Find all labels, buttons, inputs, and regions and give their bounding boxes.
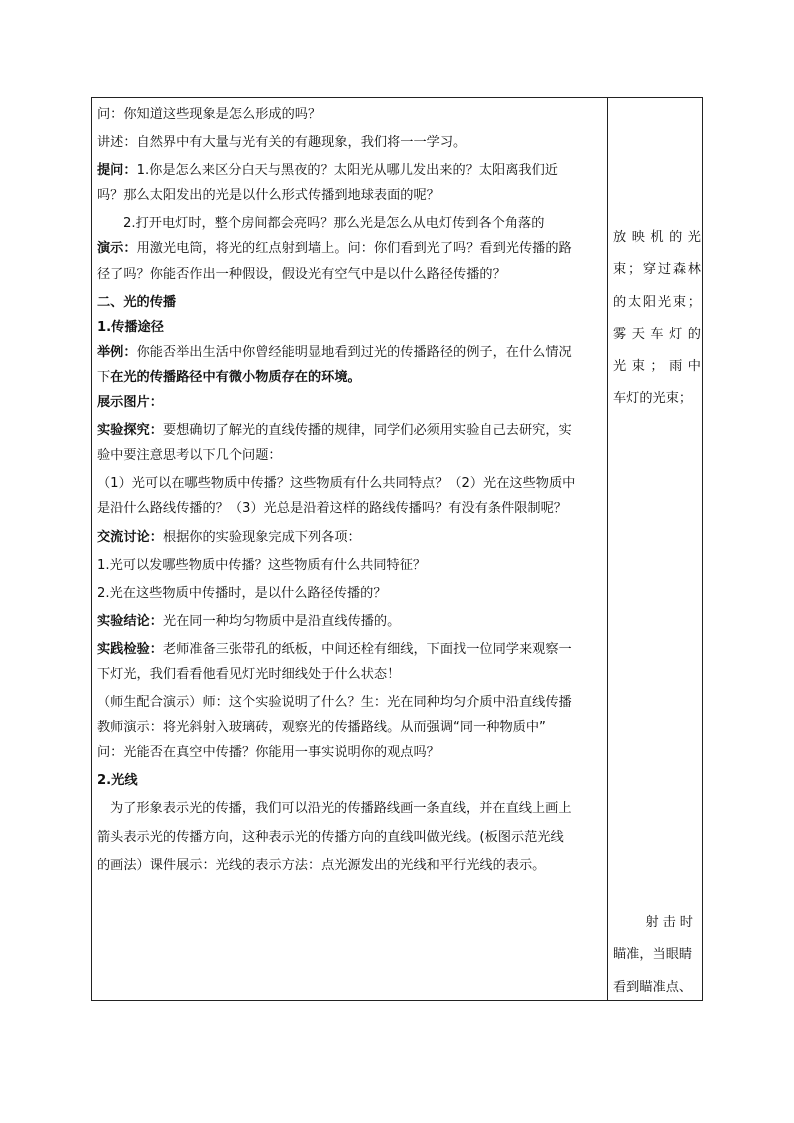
side-line: 的太阳光束； [613,294,701,310]
subsection-heading: 2.光线 [97,773,138,789]
text-line: 箭头表示光的传播方向，这种表示光的传播方向的直线叫做光线。(板图示范光线 [97,829,564,845]
main-content [97,102,605,878]
side-line: 束；穿过森林 [613,262,701,278]
text-line: 下在光的传播路径中有微小物质存在的环境。 [97,369,361,385]
text-line: 展示图片： [97,395,163,411]
side-note-bottom [613,907,701,1004]
text-line: 实验结论：光在同一种均匀物质中是沿直线传播的。 [97,613,401,629]
column-divider [607,97,608,1001]
side-note-top [613,222,701,416]
side-line: 光束；雨中 [613,359,701,375]
side-line: 雾天车灯的 [613,326,701,342]
text-line: 实践检验：老师准备三张带孔的纸板，中间还栓有细线，下面找一位同学来观察一 [97,641,572,657]
text-line: 下灯光，我们看看他看见灯光时细线处于什么状态！ [97,666,401,682]
text-line: 为了形象表示光的传播，我们可以沿光的传播路线画一条直线，并在直线上画上 [110,801,572,817]
side-line: 瞄准，当眼睛 [613,947,693,963]
text-line: 是沿什么路线传播的？（3）光总是沿着这样的路线传播吗？有没有条件限制呢？ [97,501,567,517]
text-line: （1）光可以在哪些物质中传播？这些物质有什么共同特点？（2）光在这些物质中 [97,476,576,492]
text-line: 径了吗？你能否作出一种假设，假设光有空气中是以什么路径传播的？ [97,266,506,282]
text-line: 提问：1.你是怎么来区分白天与黑夜的？太阳光从哪儿发出来的？太阳离我们近 [97,163,558,179]
text-line: 讲述：自然界中有大量与光有关的有趣现象，我们将一一学习。 [97,135,467,151]
side-line: 放映机的光 [613,230,701,245]
text-line: 举例：你能否举出生活中你曾经能明显地看到过光的传播路径的例子，在什么情况 [97,344,572,360]
text-line: 2.光在这些物质中传播时，是以什么路径传播的？ [97,585,387,601]
text-line: 教师演示：将光斜射入玻璃砖，观察光的传播路线。从而强调“同一种物质中” [97,720,546,736]
text-line: （师生配合演示）师：这个实验说明了什么？生：光在同种均匀介质中沿直线传播 [97,695,572,711]
side-line: 看到瞄准点、 [613,979,693,995]
text-line: 2.打开电灯时，整个房间都会亮吗？那么光是怎么从电灯传到各个角落的 [123,216,545,232]
section-heading: 二、光的传播 [97,294,177,310]
text-line: 1.光可以发哪些物质中传播？这些物质有什么共同特征？ [97,557,427,573]
subsection-heading: 1.传播途径 [97,319,164,335]
text-line: 问：光能否在真空中传播？你能用一事实说明你的观点吗？ [97,745,440,761]
side-line: 车灯的光束； [613,391,693,407]
text-line: 验中要注意思考以下几个问题： [97,448,282,464]
text-line: 演示：用激光电筒，将光的红点射到墙上。问：你们看到光了吗？看到光传播的路 [97,241,572,257]
text-line: 实验探究：要想确切了解光的直线传播的规律，同学们必须用实验自己去研究，实 [97,423,572,439]
text-line: 吗？那么太阳发出的光是以什么形式传播到地球表面的呢？ [97,188,440,204]
side-line: 射击时 [645,915,697,930]
text-line: 问：你知道这些现象是怎么形成的吗？ [97,107,322,122]
text-line: 的画法）课件展示：光线的表示方法：点光源发出的光线和平行光线的表示。 [97,857,546,873]
text-line: 交流讨论：根据你的实验现象完成下列各项： [97,529,361,545]
